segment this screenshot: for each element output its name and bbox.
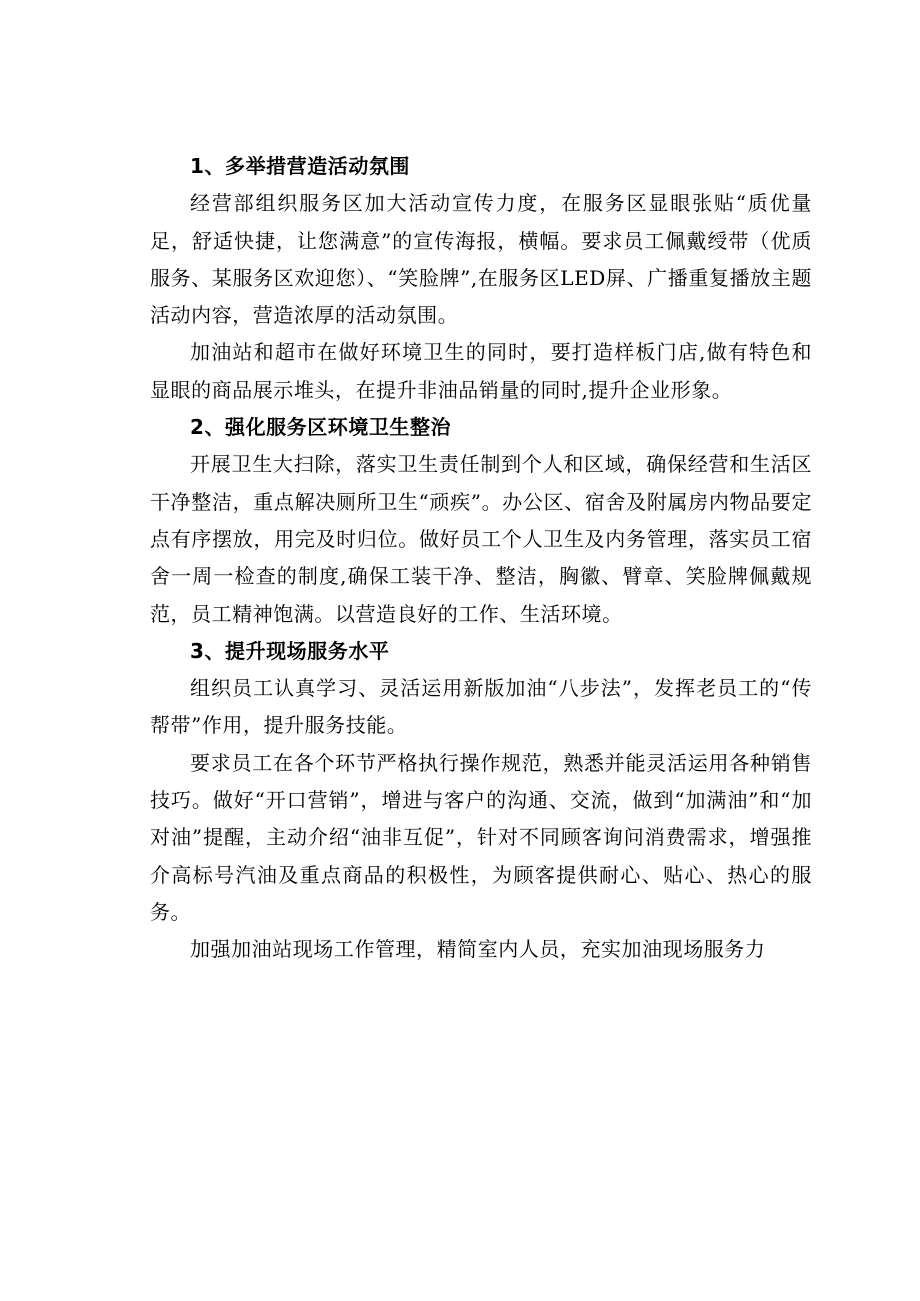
section-2-paragraph-1: 开展卫生大扫除，落实卫生责任制到个人和区域，确保经营和生活区干净整洁，重点解决厕所卫生“顽疾”。办公区、宿舍及附属房内物品要定点有序摆放，用完及时归位。做好员工个人卫生及内务管理，落实员工宿舍一周一检查的制度,确保工装干净、整洁，胸徽、臂章、笑脸牌佩戴规范，员工精神饱满。以营造良好的工作、生活环境。 [150, 452, 812, 626]
section-3-paragraph-2: 要求员工在各个环节严格执行操作规范，熟悉并能灵活运用各种销售技巧。做好“开口营销”，增进与客户的沟通、交流，做到“加满油”和“加对油”提醒，主动介绍“油非互促”，针对不同顾客询问消费需求，增强推介高标号汽油及重点商品的积极性，为顾客提供耐心、贴心、热心的服务。 [150, 750, 812, 924]
section-1-paragraph-2: 加油站和超市在做好环境卫生的同时，要打造样板门店,做有特色和显眼的商品展示堆头，在提升非油品销量的同时,提升企业形象。 [150, 340, 812, 402]
section-3-paragraph-1: 组织员工认真学习、灵活运用新版加油“八步法”，发挥老员工的“传帮带”作用，提升服务技能。 [150, 676, 812, 738]
section-heading-1: 1、多举措营造活动氛围 [190, 154, 410, 178]
section-heading-2: 2、强化服务区环境卫生整治 [190, 415, 452, 440]
section-3-paragraph-3: 加强加油站现场工作管理，精简室内人员，充实加油现场服务力 [190, 937, 766, 962]
section-heading-3: 3、提升现场服务水平 [190, 638, 390, 663]
document-body [150, 148, 812, 969]
section-1-paragraph-1: 经营部组织服务区加大活动宣传力度，在服务区显眼张贴“质优量足，舒适快捷，让您满意”的宣传海报，横幅。要求员工佩戴绶带（优质服务、某服务区欢迎您）、“笑脸牌”,在服务区LED屏、广播重复播放主题活动内容，营造浓厚的活动氛围。 [150, 191, 812, 328]
